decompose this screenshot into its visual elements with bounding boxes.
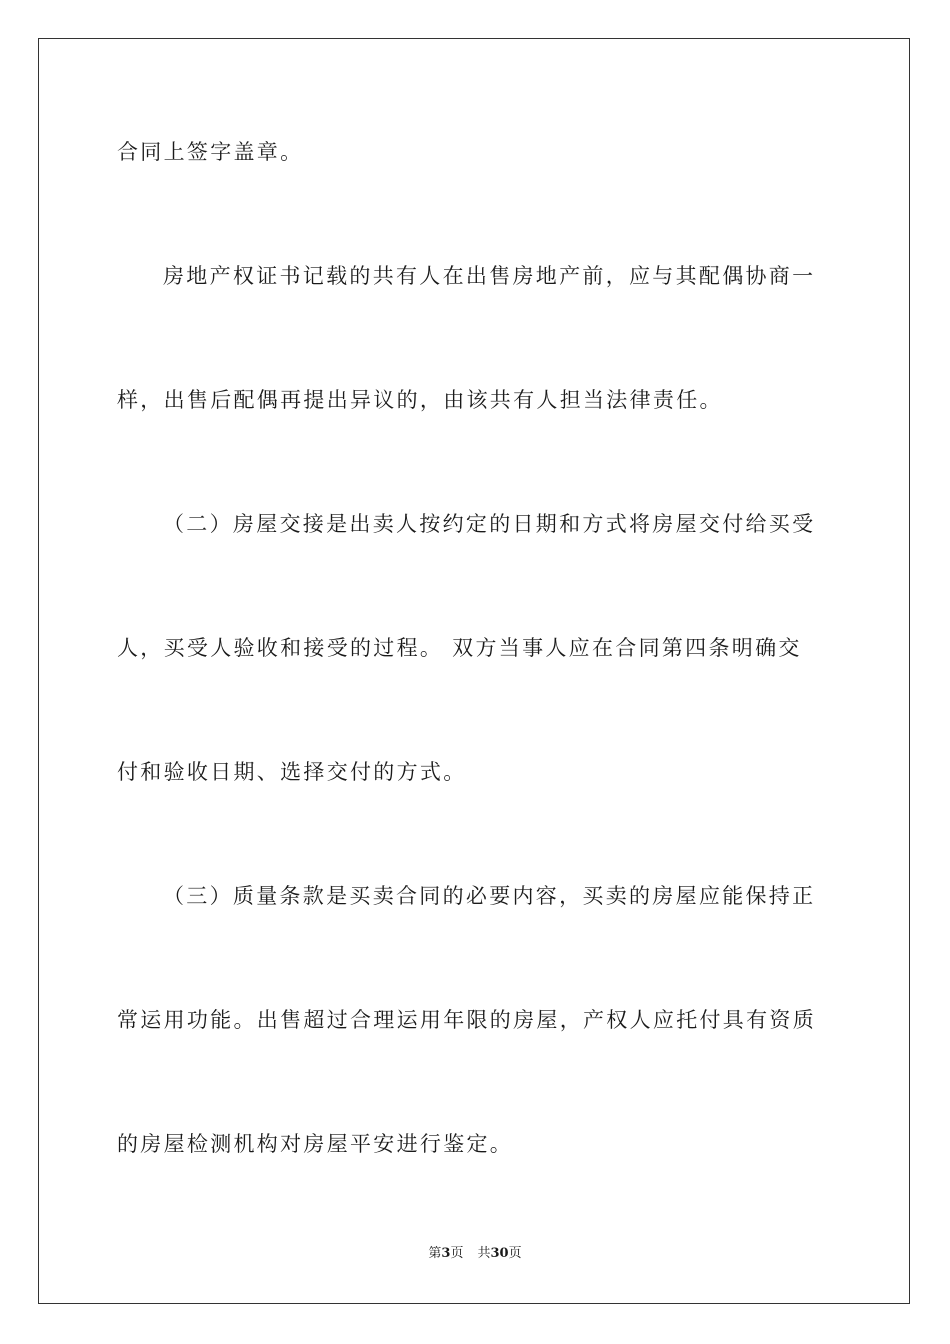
text-line-5: 人，买受人验收和接受的过程。 双方当事人应在合同第四条明确交 [117, 636, 802, 660]
page-border [38, 38, 910, 1304]
text-line-3: 样，出售后配偶再提出异议的，由该共有人担当法律责任。 [117, 388, 723, 412]
page-footer [0, 1245, 950, 1263]
footer-page-prefix: 第 [428, 1246, 442, 1261]
footer-page-number: 3 [441, 1246, 451, 1261]
text-line-7: （三）质量条款是买卖合同的必要内容，买卖的房屋应能保持正 [163, 884, 816, 908]
footer-total-pages: 30 [490, 1246, 509, 1261]
footer-total-unit: 页 [508, 1246, 522, 1261]
footer-total-prefix: 共 [477, 1246, 491, 1261]
text-line-8: 常运用功能。出售超过合理运用年限的房屋，产权人应托付具有资质 [117, 1008, 816, 1032]
text-line-4: （二）房屋交接是出卖人按约定的日期和方式将房屋交付给买受 [163, 512, 816, 536]
footer-page-unit: 页 [450, 1246, 464, 1261]
text-line-9: 的房屋检测机构对房屋平安进行鉴定。 [117, 1132, 514, 1156]
text-line-2: 房地产权证书记载的共有人在出售房地产前，应与其配偶协商一 [163, 264, 816, 288]
text-line-6: 付和验收日期、选择交付的方式。 [117, 760, 467, 784]
text-line-1: 合同上签字盖章。 [117, 140, 304, 164]
